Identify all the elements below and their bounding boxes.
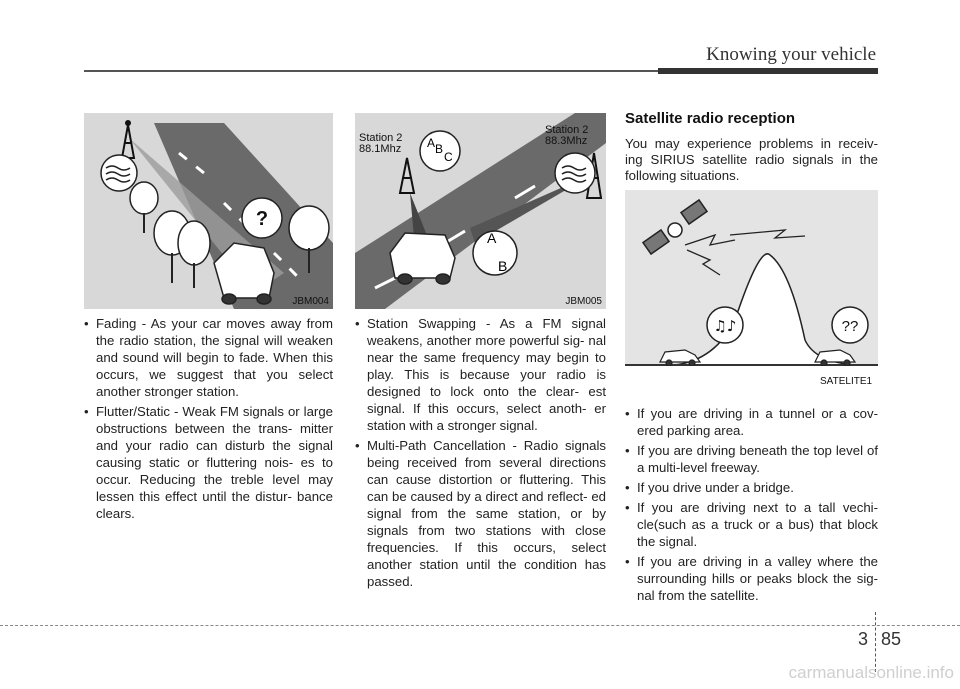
figure-station-swapping — [355, 113, 606, 309]
bullet-station-swapping: • Station Swapping - As a FM signal weakens, another more powerful sig- nal near the same frequency may begin to play. This is because your radio is designed to lock onto the clear- est signal. If this occurs, select anoth- er station with a stronger signal. — [355, 315, 606, 434]
footer-rule — [0, 625, 960, 626]
watermark[interactable]: carmanualsonline.info — [788, 663, 954, 682]
satellite-intro: You may experience problems in receiv- ing SIRIUS satellite radio signals in the following situations. — [625, 136, 878, 183]
text-column-2 — [355, 315, 606, 593]
bullet-valley: • If you are driving in a valley where the surrounding hills or peaks block the sig- nal from the satellite. — [625, 553, 878, 604]
header-bar — [658, 68, 878, 74]
question-marks: ?? — [841, 318, 859, 335]
letter-c: C — [444, 150, 453, 164]
car-letter-b: B — [498, 258, 508, 274]
station-right-freq: 88.3Mhz — [545, 135, 588, 147]
bullet-tall-vehicle: • If you are driving next to a tall vechi- cle(such as a truck or a bus) that block the signal. — [625, 499, 878, 550]
text-column-3 — [625, 405, 878, 607]
figure-id: JBM004 — [292, 296, 329, 307]
figure-satellite — [625, 190, 878, 366]
station-left-freq: 88.1Mhz — [359, 143, 402, 155]
station-left-name: Station 2 — [359, 132, 403, 144]
satellite-section-title: Satellite radio reception — [625, 110, 796, 127]
car-icon — [390, 233, 455, 284]
bullet-flutter-static: • Flutter/Static - Weak FM signals or large obstructions between the trans- mitter and your radio can disturb the signal causing static or fluttering nois- es to occur. Reducing the treble level may lessen this effect until the distur- bance clears. — [84, 403, 333, 522]
music-note-icon: ♫♪ — [713, 317, 737, 335]
letter-b: B — [435, 142, 444, 156]
radio-tower-icon — [122, 120, 134, 158]
chapter-number: 3 — [858, 629, 869, 649]
figure-id: SATELITE1 — [820, 376, 873, 387]
bullet-multipath: • Multi-Path Cancellation - Radio signals being received from several directions can cause distortion or fluttering. This can be caused by a direct and reflect- ed signal from the same station, or by signals from two stations with close frequencies. If this occurs, select another station until the condition has passed. — [355, 437, 606, 590]
section-title: Knowing your vehicle — [706, 44, 876, 65]
figure-fading — [84, 113, 333, 309]
question-mark: ? — [255, 208, 269, 230]
car-letter-a: A — [487, 230, 497, 246]
figure-id: JBM005 — [565, 296, 602, 307]
bullet-fading: • Fading - As your car moves away from the radio station, the signal will weaken and sound will begin to fade. When this occurs, we suggest that you select another stronger station. — [84, 315, 333, 400]
letter-a: A — [427, 136, 436, 150]
satellite-icon — [643, 200, 707, 254]
bullet-tunnel: • If you are driving in a tunnel or a cov- ered parking area. — [625, 405, 878, 439]
bullet-bridge: • If you drive under a bridge. — [625, 479, 878, 496]
bullet-freeway: • If you are driving beneath the top level of a multi-level freeway. — [625, 442, 878, 476]
radio-tower-icon-left — [400, 158, 414, 193]
page-number: 85 — [881, 629, 902, 649]
text-column-1 — [84, 315, 333, 525]
station-right-name: Station 2 — [545, 124, 589, 136]
